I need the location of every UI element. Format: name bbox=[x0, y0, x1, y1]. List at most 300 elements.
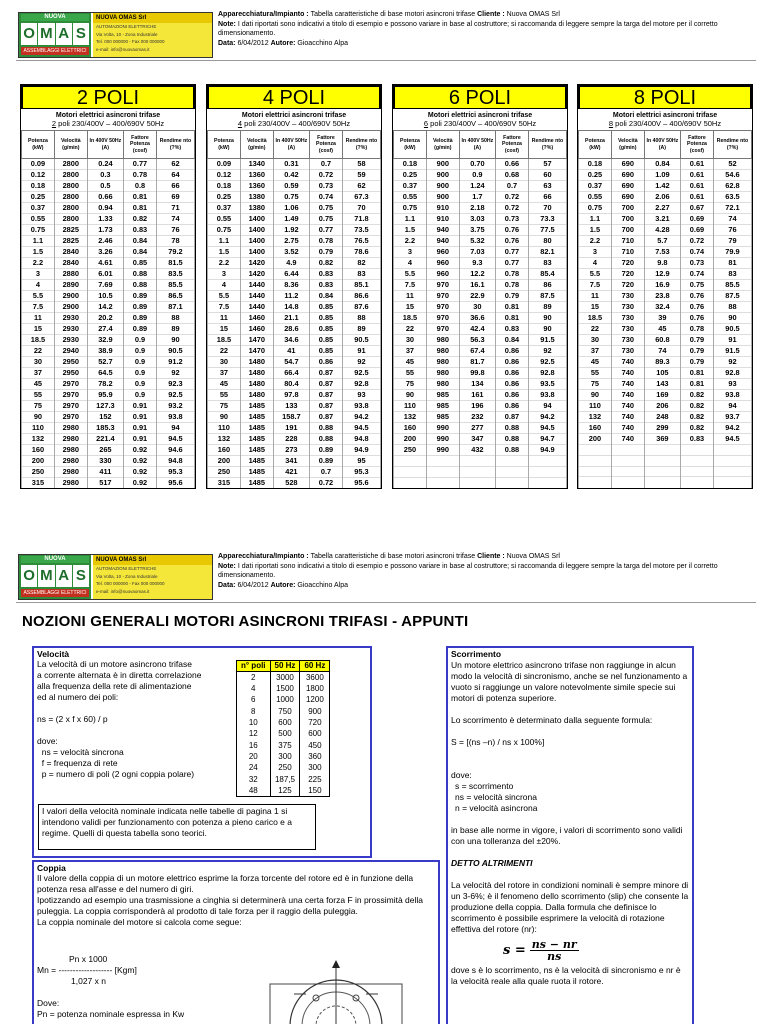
table-row bbox=[208, 434, 381, 445]
table-cell: 2.2 bbox=[394, 236, 427, 247]
table-cell: 3.52 bbox=[273, 247, 309, 258]
speed-row bbox=[237, 785, 330, 797]
speed-cell: 900 bbox=[300, 706, 330, 717]
table-cell: 0.73 bbox=[681, 258, 714, 269]
table-row bbox=[394, 214, 567, 225]
table-cell: 39 bbox=[644, 313, 680, 324]
table-cell: 66.4 bbox=[273, 368, 309, 379]
table-cell: 37 bbox=[394, 346, 427, 357]
table-cell: 169 bbox=[644, 390, 680, 401]
table-cell: 90.5 bbox=[156, 346, 194, 357]
table-cell: 0.86 bbox=[310, 357, 343, 368]
table-cell: 21.1 bbox=[273, 313, 309, 324]
table-cell: 2.46 bbox=[87, 236, 123, 247]
table-cell bbox=[611, 466, 644, 477]
speed-cell: 600 bbox=[300, 728, 330, 739]
table-cell: 55 bbox=[22, 390, 55, 401]
table-row bbox=[208, 379, 381, 390]
table-cell: 0.72 bbox=[496, 203, 529, 214]
table-cell: 94.5 bbox=[156, 434, 194, 445]
table-cell: 1.5 bbox=[579, 225, 612, 236]
table-cell: 22 bbox=[208, 346, 241, 357]
table-cell: 92 bbox=[156, 368, 194, 379]
table-row bbox=[394, 280, 567, 291]
motor-table-1 bbox=[20, 84, 196, 489]
table-cell: 4 bbox=[579, 258, 612, 269]
table-row bbox=[208, 225, 381, 236]
table-cell: 90.5 bbox=[342, 335, 380, 346]
table-row bbox=[22, 214, 195, 225]
table-row bbox=[394, 181, 567, 192]
def-ns: ns = velocità sincrona bbox=[455, 792, 537, 802]
table-cell: 2.27 bbox=[644, 203, 680, 214]
table-cell bbox=[394, 456, 427, 467]
table-cell: 11 bbox=[208, 313, 241, 324]
table-row bbox=[22, 390, 195, 401]
table-cell: 200 bbox=[394, 434, 427, 445]
table-cell: 710 bbox=[611, 236, 644, 247]
table-cell: 88 bbox=[342, 313, 380, 324]
table-cell: 0.9 bbox=[459, 170, 495, 181]
table-cell: 1480 bbox=[240, 368, 273, 379]
table-cell: 740 bbox=[611, 423, 644, 434]
table-cell: 730 bbox=[611, 291, 644, 302]
velocita-title: Velocità bbox=[37, 649, 70, 659]
table-cell: 200 bbox=[579, 434, 612, 445]
col-header: Potenza (kW) bbox=[394, 131, 427, 159]
table-cell: 0.69 bbox=[681, 225, 714, 236]
table-cell: 980 bbox=[426, 368, 459, 379]
table-cell: 160 bbox=[208, 445, 241, 456]
table-cell: 985 bbox=[426, 390, 459, 401]
table-cell: 94.5 bbox=[342, 423, 380, 434]
table-cell bbox=[496, 477, 529, 488]
table-cell: 0.86 bbox=[496, 379, 529, 390]
col-header: Fattore Potenza (cosf) bbox=[310, 131, 343, 159]
speed-cell: 8 bbox=[237, 706, 271, 717]
table-cell: 85.5 bbox=[713, 280, 751, 291]
table-cell: 3 bbox=[579, 247, 612, 258]
coppia-title: Coppia bbox=[37, 863, 66, 873]
table-cell: 0.92 bbox=[124, 445, 157, 456]
def-n: n = velocità asincrona bbox=[455, 803, 538, 813]
table-cell: 185.3 bbox=[87, 423, 123, 434]
speed-cell: 187,5 bbox=[270, 773, 300, 784]
table-cell: 980 bbox=[426, 346, 459, 357]
table-row bbox=[22, 445, 195, 456]
table-row bbox=[579, 346, 752, 357]
table-cell: 315 bbox=[22, 478, 55, 489]
table-cell: 15 bbox=[579, 302, 612, 313]
table-row bbox=[208, 478, 381, 489]
table-cell: 0.87 bbox=[310, 379, 343, 390]
table-cell: 0.81 bbox=[681, 368, 714, 379]
table-cell: 30 bbox=[579, 335, 612, 346]
table-cell: 740 bbox=[611, 357, 644, 368]
table-row bbox=[394, 291, 567, 302]
table-cell: 2825 bbox=[54, 236, 87, 247]
table-cell: 0.81 bbox=[496, 313, 529, 324]
table-cell: 2980 bbox=[54, 478, 87, 489]
table-row bbox=[579, 434, 752, 445]
table-cell bbox=[681, 466, 714, 477]
table-cell: 730 bbox=[611, 302, 644, 313]
table-cell: 88 bbox=[156, 313, 194, 324]
table-cell: 71.8 bbox=[342, 214, 380, 225]
table-row bbox=[579, 291, 752, 302]
table-cell: 720 bbox=[611, 258, 644, 269]
velocita-line: f = frequenza di rete bbox=[37, 758, 118, 768]
table-cell: 95.3 bbox=[342, 467, 380, 478]
table-cell: 347 bbox=[459, 434, 495, 445]
table-cell: 30 bbox=[22, 357, 55, 368]
table-cell: 160 bbox=[22, 445, 55, 456]
table-cell: 94.8 bbox=[342, 434, 380, 445]
table-row bbox=[22, 236, 195, 247]
table-cell: 87.1 bbox=[156, 302, 194, 313]
table-row bbox=[394, 434, 567, 445]
table-row bbox=[208, 159, 381, 170]
table-cell: 132 bbox=[22, 434, 55, 445]
table-cell bbox=[528, 456, 566, 467]
table-cell: 421 bbox=[273, 467, 309, 478]
table-cell: 900 bbox=[426, 192, 459, 203]
table-row bbox=[394, 225, 567, 236]
table-cell: 740 bbox=[611, 401, 644, 412]
table-row bbox=[394, 423, 567, 434]
col-header: Velocità (g/min) bbox=[611, 131, 644, 159]
table-cell: 38.9 bbox=[87, 346, 123, 357]
table-cell: 0.18 bbox=[208, 181, 241, 192]
speed-cell: 6 bbox=[237, 694, 271, 705]
table-row bbox=[208, 456, 381, 467]
speed-cell: 3000 bbox=[270, 672, 300, 684]
table-cell: 206 bbox=[644, 401, 680, 412]
table-cell: 970 bbox=[426, 324, 459, 335]
table-row bbox=[22, 346, 195, 357]
table-spec: 6 poli 230/400V – 400/690V 50Hz bbox=[423, 119, 537, 128]
scorrimento-box bbox=[446, 646, 694, 1024]
table-cell: 0.79 bbox=[496, 291, 529, 302]
table-cell: 2800 bbox=[54, 170, 87, 181]
table-row bbox=[208, 302, 381, 313]
table-cell: 83 bbox=[713, 269, 751, 280]
table-cell: 900 bbox=[426, 170, 459, 181]
table-cell: 0.87 bbox=[310, 412, 343, 423]
table-cell: 0.82 bbox=[310, 258, 343, 269]
table-cell: 1340 bbox=[240, 159, 273, 170]
table-cell: 0.86 bbox=[496, 346, 529, 357]
table-cell: 0.78 bbox=[124, 170, 157, 181]
table-cell: 27.4 bbox=[87, 324, 123, 335]
pulley-diagram bbox=[266, 954, 406, 1024]
table-cell: 940 bbox=[426, 236, 459, 247]
table-cell: 0.75 bbox=[394, 203, 427, 214]
speed-row bbox=[237, 762, 330, 773]
table-cell: 7.5 bbox=[394, 280, 427, 291]
col-header: Rendime nto (?%) bbox=[156, 131, 194, 159]
table-cell: 315 bbox=[208, 478, 241, 489]
table-cell: 990 bbox=[426, 445, 459, 456]
table-cell bbox=[528, 477, 566, 488]
col-header: Velocità (g/min) bbox=[240, 131, 273, 159]
table-row bbox=[22, 181, 195, 192]
table-cell: 0.88 bbox=[496, 423, 529, 434]
table-cell: 0.9 bbox=[124, 357, 157, 368]
table-cell: 517 bbox=[87, 478, 123, 489]
table-cell: 63.5 bbox=[713, 192, 751, 203]
table-cell: 4.28 bbox=[644, 225, 680, 236]
table-cell: 330 bbox=[87, 456, 123, 467]
table-cell: 22 bbox=[579, 324, 612, 335]
table-cell: 55 bbox=[394, 368, 427, 379]
speed-row bbox=[237, 739, 330, 750]
table-cell: 0.87 bbox=[310, 401, 343, 412]
table-cell: 2980 bbox=[54, 456, 87, 467]
speed-row bbox=[237, 694, 330, 705]
speed-cell: 1800 bbox=[300, 683, 330, 694]
table-cell: 75 bbox=[22, 401, 55, 412]
scorrimento-title: Scorrimento bbox=[451, 649, 502, 659]
table-cell: 2970 bbox=[54, 390, 87, 401]
table-cell: 0.75 bbox=[681, 280, 714, 291]
table-cell: 4 bbox=[394, 258, 427, 269]
col-header: In 400V 50Hz (A) bbox=[87, 131, 123, 159]
speed-cell: 600 bbox=[270, 717, 300, 728]
table-cell: 88 bbox=[713, 302, 751, 313]
table-cell: 0.61 bbox=[681, 181, 714, 192]
table-cell: 93.8 bbox=[156, 412, 194, 423]
table-cell: 980 bbox=[426, 379, 459, 390]
speed-cell: 16 bbox=[237, 739, 271, 750]
table-cell: 92.8 bbox=[528, 368, 566, 379]
table-cell: 79 bbox=[713, 236, 751, 247]
table-cell: 1440 bbox=[240, 291, 273, 302]
table-cell: 0.75 bbox=[273, 192, 309, 203]
table-cell: 91 bbox=[713, 335, 751, 346]
table-cell: 2.2 bbox=[208, 258, 241, 269]
table-cell: 970 bbox=[426, 291, 459, 302]
table-cell: 0.88 bbox=[496, 445, 529, 456]
table-cell: 0.37 bbox=[394, 181, 427, 192]
table-cell: 86 bbox=[528, 280, 566, 291]
table-cell: 0.91 bbox=[124, 412, 157, 423]
table-cell bbox=[611, 445, 644, 456]
table-row bbox=[579, 379, 752, 390]
table-cell: 700 bbox=[611, 214, 644, 225]
table-cell bbox=[713, 466, 751, 477]
table-cell: 7.5 bbox=[579, 280, 612, 291]
table-cell: 0.25 bbox=[208, 192, 241, 203]
table-row bbox=[22, 357, 195, 368]
table-cell: 2950 bbox=[54, 357, 87, 368]
table-cell: 700 bbox=[611, 203, 644, 214]
table-subtitle: Motori elettrici asincroni trifase bbox=[427, 112, 533, 119]
table-cell: 4.9 bbox=[273, 258, 309, 269]
table-cell: 0.9 bbox=[124, 379, 157, 390]
table-cell: 0.89 bbox=[124, 313, 157, 324]
table-row bbox=[22, 368, 195, 379]
table-cell: 7.53 bbox=[644, 247, 680, 258]
scorrimento-p3: in base alle norme in vigore, i valori di scorrimento sono validi con una tolleranza del ±20%. bbox=[451, 825, 683, 846]
table-cell: 83.5 bbox=[156, 269, 194, 280]
table-cell: 5.5 bbox=[579, 269, 612, 280]
table-cell: 1420 bbox=[240, 258, 273, 269]
table-cell: 2980 bbox=[54, 467, 87, 478]
table-row bbox=[22, 467, 195, 478]
table-row bbox=[579, 170, 752, 181]
table-cell: 0.86 bbox=[496, 401, 529, 412]
speed-cell: 250 bbox=[270, 762, 300, 773]
table-cell: 0.73 bbox=[496, 214, 529, 225]
speed-row bbox=[237, 773, 330, 784]
table-cell: 0.7 bbox=[496, 181, 529, 192]
table-row bbox=[208, 247, 381, 258]
table-cell: 0.87 bbox=[496, 412, 529, 423]
table-cell: 0.87 bbox=[310, 390, 343, 401]
table-cell: 75 bbox=[208, 401, 241, 412]
table-cell: 60 bbox=[528, 170, 566, 181]
table-row bbox=[22, 247, 195, 258]
table-cell: 1460 bbox=[240, 324, 273, 335]
velocita-box bbox=[32, 646, 372, 858]
table-cell: 0.42 bbox=[273, 170, 309, 181]
speed-row bbox=[237, 728, 330, 739]
table-cell: 0.84 bbox=[496, 335, 529, 346]
table-cell: 720 bbox=[611, 280, 644, 291]
table-cell: 86.5 bbox=[156, 291, 194, 302]
table-row bbox=[579, 401, 752, 412]
table-cell: 1.5 bbox=[394, 225, 427, 236]
table-cell: 36.6 bbox=[459, 313, 495, 324]
table-cell: 0.91 bbox=[124, 401, 157, 412]
table-subtitle: Motori elettrici asincroni trifase bbox=[55, 112, 161, 119]
table-cell: 93.5 bbox=[528, 379, 566, 390]
table-cell: 60.8 bbox=[644, 335, 680, 346]
table-cell: 191 bbox=[273, 423, 309, 434]
table-cell: 0.37 bbox=[208, 203, 241, 214]
speed-cell: 24 bbox=[237, 762, 271, 773]
table-cell: 78.2 bbox=[87, 379, 123, 390]
table-cell: 0.7 bbox=[310, 467, 343, 478]
table-cell: 1.73 bbox=[87, 225, 123, 236]
table-cell: 0.85 bbox=[310, 302, 343, 313]
speed-cell: 4 bbox=[237, 683, 271, 694]
table-cell: 18.5 bbox=[579, 313, 612, 324]
table-cell: 110 bbox=[394, 401, 427, 412]
table-cell: 0.79 bbox=[681, 346, 714, 357]
table-cell: 16.1 bbox=[459, 280, 495, 291]
table-cell: 94.7 bbox=[528, 434, 566, 445]
table-cell: 985 bbox=[426, 401, 459, 412]
speed-cell: 1000 bbox=[270, 694, 300, 705]
table-cell: 8.36 bbox=[273, 280, 309, 291]
table-cell: 1485 bbox=[240, 423, 273, 434]
speed-cell: 12 bbox=[237, 728, 271, 739]
table-cell: 6.44 bbox=[273, 269, 309, 280]
table-cell: 1470 bbox=[240, 346, 273, 357]
table-cell: 85.4 bbox=[528, 269, 566, 280]
table-cell: 87.5 bbox=[528, 291, 566, 302]
table-cell: 90 bbox=[528, 324, 566, 335]
velocita-text bbox=[37, 659, 201, 780]
table-cell: 76 bbox=[713, 225, 751, 236]
scorrimento-p5: dove s è lo scorrimento, ns è la velocità di sincronismo e nr è la velocità reale alla quale ruota il rotore. bbox=[451, 965, 681, 986]
table-cell: 4.61 bbox=[87, 258, 123, 269]
table-cell: 0.89 bbox=[310, 445, 343, 456]
table-row bbox=[394, 390, 567, 401]
velocita-line: ns = velocità sincrona bbox=[37, 747, 124, 757]
table-cell: 7.5 bbox=[22, 302, 55, 313]
table-cell bbox=[713, 477, 751, 488]
table-cell: 250 bbox=[22, 467, 55, 478]
table-cell bbox=[713, 445, 751, 456]
table-cell: 0.18 bbox=[394, 159, 427, 170]
table-cell bbox=[681, 477, 714, 488]
col-header: In 400V 50Hz (A) bbox=[273, 131, 309, 159]
table-cell: 93.8 bbox=[342, 401, 380, 412]
table-cell: 970 bbox=[426, 302, 459, 313]
table-cell bbox=[426, 466, 459, 477]
table-row bbox=[394, 247, 567, 258]
table-row bbox=[394, 159, 567, 170]
table-row bbox=[579, 302, 752, 313]
table-row bbox=[22, 456, 195, 467]
table-cell: 1.1 bbox=[394, 214, 427, 225]
table-cell: 94.2 bbox=[713, 423, 751, 434]
table-cell: 2800 bbox=[54, 159, 87, 170]
table-cell: 90 bbox=[528, 313, 566, 324]
col-header: Rendime nto (?%) bbox=[713, 131, 751, 159]
table-cell: 93.8 bbox=[528, 390, 566, 401]
table-row bbox=[394, 466, 567, 477]
table-row bbox=[394, 203, 567, 214]
table-cell: 0.81 bbox=[124, 203, 157, 214]
table-cell: 0.84 bbox=[644, 159, 680, 170]
poles-title: 4 POLI bbox=[207, 85, 381, 109]
table-cell: 730 bbox=[611, 324, 644, 335]
table-row bbox=[394, 456, 567, 467]
table-cell: 1440 bbox=[240, 280, 273, 291]
table-row bbox=[208, 401, 381, 412]
table-cell bbox=[644, 455, 680, 466]
table-cell: 0.9 bbox=[124, 368, 157, 379]
header-info: Apparecchiatura/Impianto : Tabella caratteristiche di base motori asincroni trifase Cliente : Nuova OMAS Srl Note: I dati riportati sono indicativi a titolo di esempio e possono variare in base al costruttore; si raccomanda di leggere sempre la targa del motore per il corretto dimensionamento. Data: 6/04/2012 Autore: Gioacchino Alpa bbox=[218, 553, 718, 589]
table-cell: 3 bbox=[394, 247, 427, 258]
speed-cell: 360 bbox=[300, 751, 330, 762]
table-cell: 265 bbox=[87, 445, 123, 456]
table-cell: 143 bbox=[644, 379, 680, 390]
table-cell: 0.73 bbox=[310, 181, 343, 192]
table-cell: 0.9 bbox=[124, 335, 157, 346]
table-cell: 0.86 bbox=[496, 390, 529, 401]
table-row bbox=[579, 203, 752, 214]
table-cell: 94.5 bbox=[528, 423, 566, 434]
table-cell: 0.83 bbox=[681, 434, 714, 445]
table-row bbox=[579, 236, 752, 247]
speed-cell: 225 bbox=[300, 773, 330, 784]
table-row bbox=[579, 466, 752, 477]
table-cell: 94.2 bbox=[342, 412, 380, 423]
table-cell: 5.5 bbox=[394, 269, 427, 280]
table-cell: 5.7 bbox=[644, 236, 680, 247]
table-row bbox=[394, 313, 567, 324]
table-cell: 1480 bbox=[240, 390, 273, 401]
table-cell: 940 bbox=[426, 225, 459, 236]
table-row bbox=[579, 214, 752, 225]
table-cell: 74 bbox=[713, 214, 751, 225]
table-spec: 8 poli 230/400V – 400/690V 50Hz bbox=[608, 119, 722, 128]
